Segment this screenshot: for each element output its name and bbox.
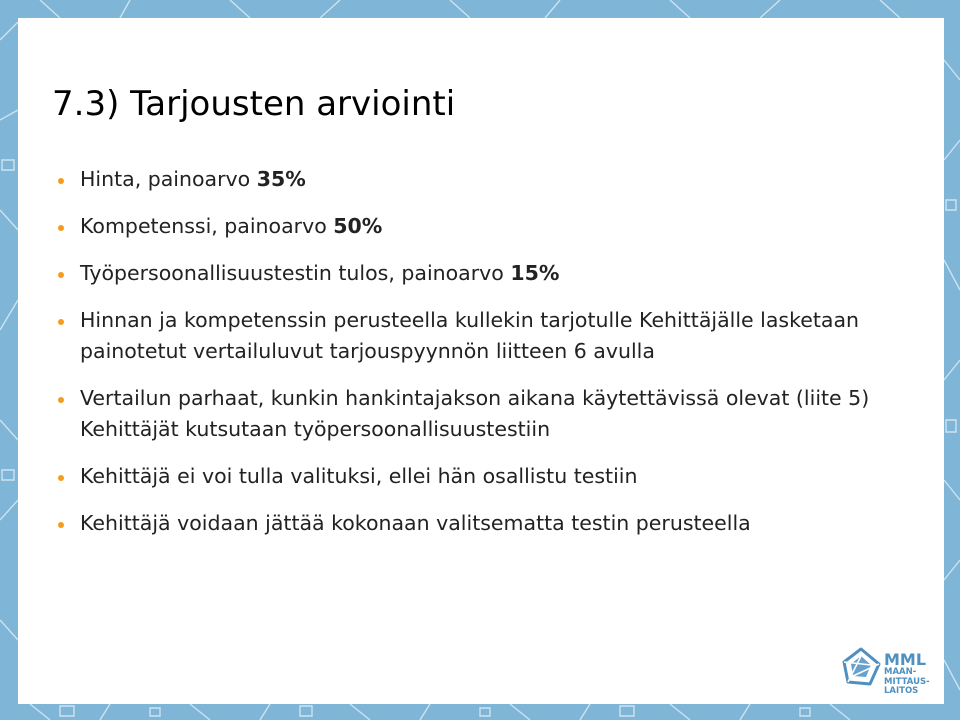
mml-logo: [840, 642, 950, 704]
logo-abbr: MML: [884, 650, 927, 669]
logo-line: MITTAUS-: [884, 676, 930, 687]
bullet-list: [80, 164, 940, 555]
slide-title: 7.3) Tarjousten arviointi: [52, 84, 456, 124]
bullet-dot-icon: [58, 178, 64, 184]
bullet-text: Kompetenssi, painoarvo: [80, 214, 334, 238]
bullet-text: Hinnan ja kompetenssin perusteella kullekin tarjotulle Kehittäjälle lasketaan painotetut vertailuluvut tarjouspyynnön liitteen 6 avulla: [80, 308, 859, 363]
bullet-text: Hinta, painoarvo: [80, 167, 257, 191]
mml-logo-text: [884, 652, 930, 697]
bullet-dot-icon: [58, 522, 64, 528]
bullet-text: Kehittäjä voidaan jättää kokonaan valitsematta testin perusteella: [80, 511, 751, 535]
bullet-text: Vertailun parhaat, kunkin hankintajakson aikana käytettävissä olevat (liite 5) Kehittäjät kutsutaan työpersoonallisuustestiin: [80, 386, 870, 441]
mml-logo-mark-icon: [840, 646, 882, 688]
logo-line: MAAN-: [884, 667, 917, 677]
bullet-highlight: 15%: [510, 261, 560, 285]
bullet-dot-icon: [58, 272, 64, 278]
slide: [18, 18, 944, 704]
bullet-text: Kehittäjä ei voi tulla valituksi, ellei hän osallistu testiin: [80, 464, 638, 488]
bullet-item: [80, 211, 940, 242]
bullet-item: [80, 305, 940, 367]
bullet-highlight: 50%: [333, 214, 383, 238]
bullet-item: [80, 461, 940, 492]
bullet-item: [80, 508, 940, 539]
bullet-item: [80, 258, 940, 289]
bullet-highlight: 35%: [256, 167, 306, 191]
bullet-text: Työpersoonallisuustestin tulos, painoarvo: [80, 261, 511, 285]
bullet-dot-icon: [58, 319, 64, 325]
bullet-dot-icon: [58, 397, 64, 403]
bullet-item: [80, 383, 940, 445]
bullet-dot-icon: [58, 225, 64, 231]
logo-line: LAITOS: [884, 686, 919, 696]
bullet-item: [80, 164, 940, 195]
bullet-dot-icon: [58, 475, 64, 481]
